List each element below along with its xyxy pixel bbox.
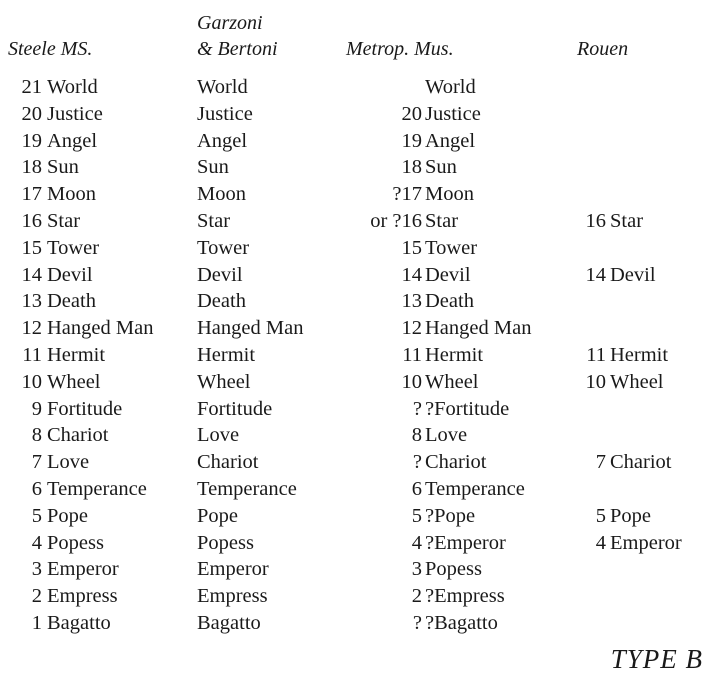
header-rouen: Rouen (577, 38, 629, 60)
steele-card: Hanged Man (47, 317, 154, 340)
table-row (0, 610, 725, 637)
steele-number: 3 (31, 558, 42, 581)
garzoni-card: Sun (197, 156, 229, 179)
garzoni-card: Temperance (197, 477, 297, 500)
table-row (0, 422, 725, 449)
steele-card: Tower (47, 236, 100, 259)
table-row (0, 583, 725, 610)
header-garzoni (197, 10, 278, 62)
garzoni-card: Devil (197, 263, 243, 286)
metrop-card: Wheel (425, 370, 479, 393)
steele-card: Death (47, 290, 96, 313)
steele-card: Fortitude (47, 397, 123, 420)
metrop-card: ?Pope (425, 504, 476, 527)
metrop-card: Sun (425, 156, 457, 179)
metrop-number: ? (412, 451, 422, 474)
steele-number: 16 (21, 209, 42, 232)
steele-number: 11 (22, 343, 42, 366)
table-row (0, 288, 725, 315)
metrop-number: ?17 (392, 183, 422, 206)
steele-number: 12 (21, 317, 42, 340)
steele-card: Emperor (47, 558, 119, 581)
metrop-card: Popess (425, 558, 482, 581)
metrop-card: Devil (425, 263, 471, 286)
header-metrop: Metrop. Mus. (346, 38, 454, 60)
table-row (0, 315, 725, 342)
table-row (0, 74, 725, 101)
metrop-number: 6 (411, 477, 422, 500)
rouen-card: Wheel (610, 370, 664, 393)
metrop-card: Tower (425, 236, 478, 259)
rouen-number: 16 (585, 209, 606, 232)
metrop-card: Hermit (425, 343, 484, 366)
steele-card: Popess (47, 531, 104, 554)
steele-number: 18 (21, 156, 42, 179)
garzoni-card: Emperor (197, 558, 269, 581)
garzoni-card: Popess (197, 531, 254, 554)
steele-card: Empress (47, 585, 118, 608)
table-row (0, 101, 725, 128)
footer-type-label: TYPE B (610, 644, 703, 674)
garzoni-card: Angel (197, 129, 248, 152)
card-order-table (0, 74, 725, 637)
metrop-number: 2 (411, 585, 422, 608)
rouen-number: 10 (585, 370, 606, 393)
table-row (0, 342, 725, 369)
metrop-number: ? (412, 611, 422, 634)
steele-number: 20 (21, 102, 42, 125)
metrop-card: ?Bagatto (425, 611, 498, 634)
steele-card: World (47, 76, 98, 98)
rouen-card: Star (610, 209, 644, 232)
metrop-card: Temperance (425, 477, 525, 500)
steele-number: 10 (21, 370, 42, 393)
metrop-number: 18 (401, 156, 422, 179)
rouen-card: Emperor (610, 531, 682, 554)
header-garzoni-line2: & Bertoni (197, 38, 278, 60)
steele-number: 4 (31, 531, 42, 554)
metrop-number: ? (412, 397, 422, 420)
rouen-card: Pope (610, 504, 651, 527)
steele-number: 14 (21, 263, 42, 286)
steele-card: Temperance (47, 477, 147, 500)
metrop-number: 19 (401, 129, 422, 152)
steele-number: 19 (21, 129, 42, 152)
metrop-card: Star (425, 209, 459, 232)
rouen-number: 5 (595, 504, 606, 527)
steele-number: 8 (31, 424, 42, 447)
garzoni-card: Pope (197, 504, 238, 527)
garzoni-card: Death (197, 290, 246, 313)
metrop-card: Love (425, 424, 468, 447)
rouen-card: Hermit (610, 343, 669, 366)
steele-card: Moon (47, 183, 96, 206)
steele-number: 9 (31, 397, 42, 420)
rouen-number: 7 (595, 451, 606, 474)
garzoni-card: Wheel (197, 370, 251, 393)
header-steele: Steele MS. (8, 38, 93, 60)
table-row (0, 503, 725, 530)
rouen-card: Chariot (610, 451, 672, 474)
garzoni-card: Star (197, 209, 231, 232)
garzoni-card: World (197, 76, 248, 98)
metrop-number: 14 (401, 263, 422, 286)
metrop-card: Justice (425, 102, 481, 125)
table-row (0, 262, 725, 289)
rouen-number: 11 (586, 343, 606, 366)
garzoni-card: Hermit (197, 343, 256, 366)
steele-card: Bagatto (47, 611, 111, 634)
metrop-number: 3 (411, 558, 422, 581)
garzoni-card: Bagatto (197, 611, 261, 634)
table-row (0, 530, 725, 557)
metrop-card: Angel (425, 129, 476, 152)
steele-card: Love (47, 451, 90, 474)
garzoni-card: Love (197, 424, 240, 447)
steele-number: 15 (21, 236, 42, 259)
garzoni-card: Chariot (197, 451, 259, 474)
table-row (0, 449, 725, 476)
metrop-number: 4 (411, 531, 422, 554)
garzoni-card: Hanged Man (197, 317, 304, 340)
steele-number: 6 (31, 477, 42, 500)
steele-number: 1 (31, 611, 42, 634)
steele-card: Hermit (47, 343, 106, 366)
metrop-card: ?Empress (425, 585, 505, 608)
steele-number: 21 (21, 76, 42, 98)
metrop-number: 11 (402, 343, 422, 366)
metrop-number: 8 (411, 424, 422, 447)
table-row (0, 235, 725, 262)
table-row (0, 128, 725, 155)
steele-number: 13 (21, 290, 42, 313)
metrop-number: 15 (401, 236, 422, 259)
garzoni-card: Fortitude (197, 397, 273, 420)
table-row (0, 181, 725, 208)
table-row (0, 556, 725, 583)
steele-number: 5 (31, 504, 42, 527)
metrop-number: or ?16 (370, 209, 422, 232)
metrop-card: Death (425, 290, 474, 313)
metrop-number: 20 (401, 102, 422, 125)
steele-card: Star (47, 209, 81, 232)
metrop-card: Chariot (425, 451, 487, 474)
metrop-number: 5 (411, 504, 422, 527)
steele-number: 7 (31, 451, 42, 474)
rouen-number: 14 (585, 263, 606, 286)
steele-card: Sun (47, 156, 79, 179)
steele-number: 2 (31, 585, 42, 608)
rouen-number: 4 (595, 531, 606, 554)
metrop-card: Hanged Man (425, 317, 532, 340)
table-row (0, 208, 725, 235)
garzoni-card: Tower (197, 236, 250, 259)
table-row (0, 476, 725, 503)
metrop-card: World (425, 76, 476, 98)
steele-number: 17 (21, 183, 42, 206)
steele-card: Devil (47, 263, 93, 286)
steele-card: Angel (47, 129, 98, 152)
header-garzoni-line1: Garzoni (197, 12, 263, 34)
metrop-card: ?Fortitude (425, 397, 510, 420)
metrop-card: ?Emperor (425, 531, 506, 554)
garzoni-card: Justice (197, 102, 253, 125)
table-row (0, 396, 725, 423)
steele-card: Wheel (47, 370, 101, 393)
steele-card: Pope (47, 504, 88, 527)
steele-card: Chariot (47, 424, 109, 447)
metrop-number: 13 (401, 290, 422, 313)
metrop-card: Moon (425, 183, 474, 206)
rouen-card: Devil (610, 263, 656, 286)
steele-card: Justice (47, 102, 103, 125)
garzoni-card: Empress (197, 585, 268, 608)
table-row (0, 369, 725, 396)
metrop-number: 12 (401, 317, 422, 340)
metrop-number: 10 (401, 370, 422, 393)
garzoni-card: Moon (197, 183, 246, 206)
table-row (0, 154, 725, 181)
